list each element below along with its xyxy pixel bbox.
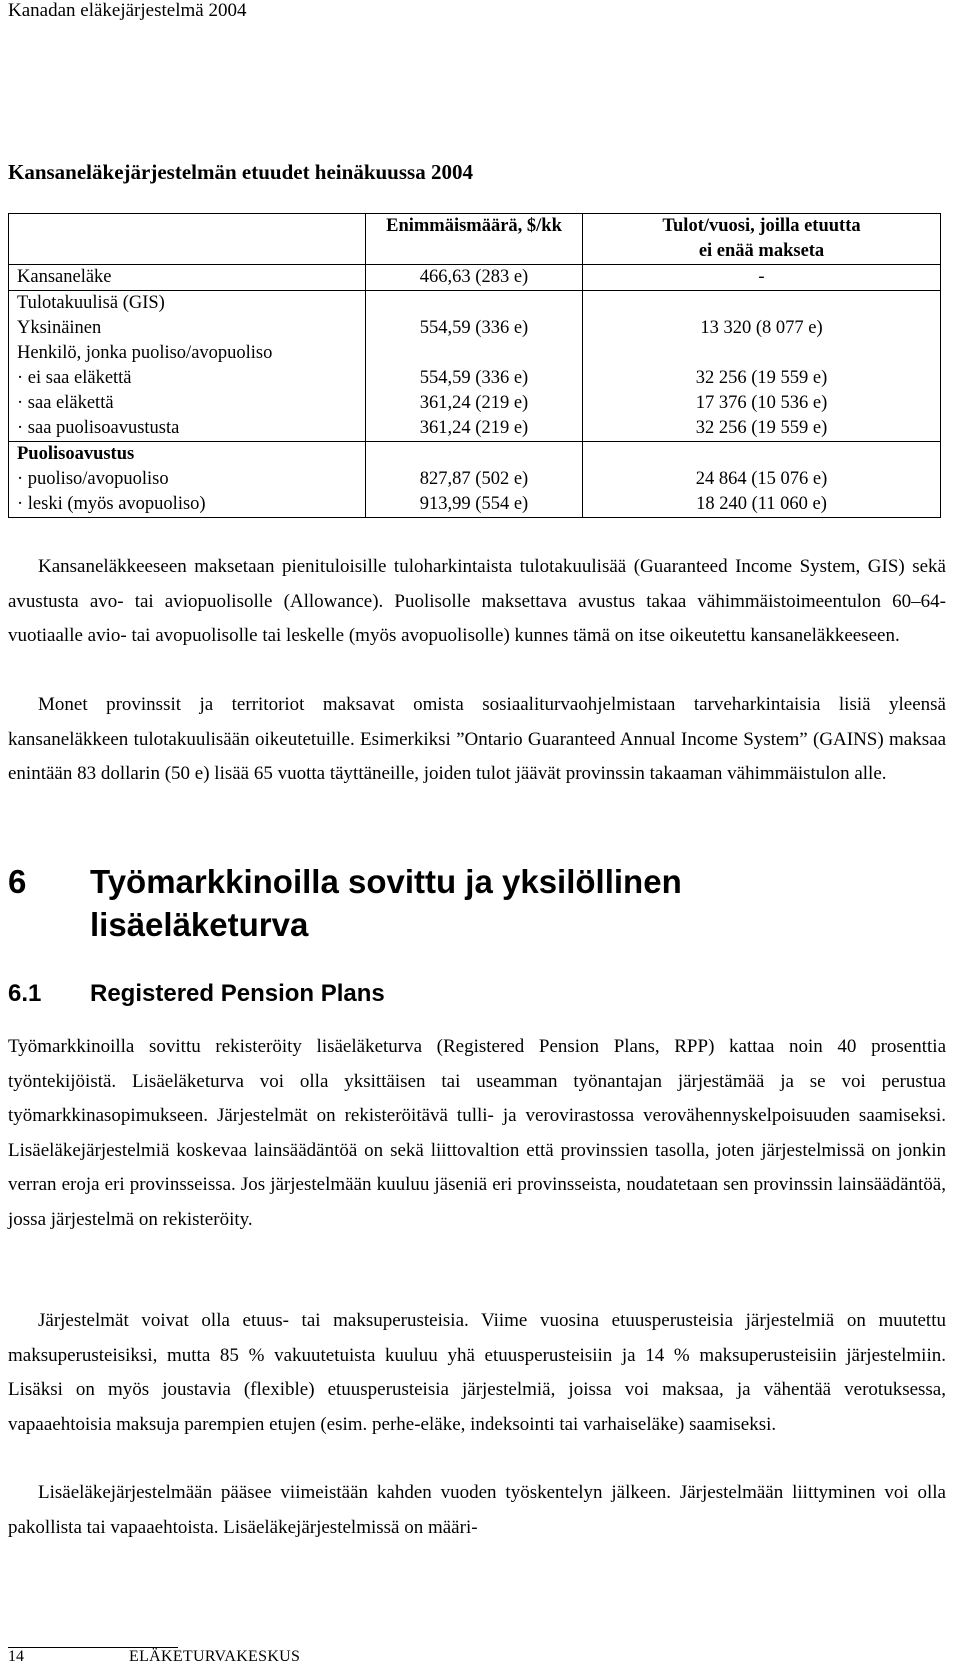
row-label: Henkilö, jonka puoliso/avopuoliso: [9, 341, 366, 366]
row-label: Tulotakuulisä (GIS): [9, 291, 366, 317]
row-label: · puoliso/avopuoliso: [9, 467, 366, 492]
section-title: Registered Pension Plans: [90, 980, 385, 1007]
row-label: · ei saa eläkettä: [9, 366, 366, 391]
row-label: · saa puolisoavustusta: [9, 416, 366, 442]
chapter-number: 6: [8, 863, 27, 900]
section-heading: [8, 980, 385, 1008]
row-income: 13 320 (8 077 e): [583, 316, 941, 341]
chapter-heading: [8, 860, 682, 946]
page-number: 14: [8, 1648, 24, 1665]
header-income-limit: [583, 214, 941, 265]
paragraph-membership: [8, 1476, 946, 1545]
paragraph-gis: [8, 550, 946, 654]
row-max: 361,24 (219 e): [366, 416, 583, 442]
table-header-row: [9, 214, 941, 265]
chapter-title-line2: lisäeläketurva: [90, 906, 309, 943]
row-income: 32 256 (19 559 e): [583, 366, 941, 391]
row-max: 554,59 (336 e): [366, 366, 583, 391]
paragraph-text: Kansaneläkkeeseen maksetaan pienituloisille tuloharkintaista tulotakuulisää (Guaranteed Income System, GIS) sekä avustusta avo- tai aviopuolisolle (Allowance). Puolisolle maksettava avustus takaa vähimmäistoimeentulon 60–64-vuotiaalle avio- tai avopuolisolle tai leskelle (myös avopuolisolle) kunnes tämä on itse oikeutettu kansaneläkkeeseen.: [8, 556, 946, 646]
row-label: · saa eläkettä: [9, 391, 366, 416]
row-max: 913,99 (554 e): [366, 492, 583, 518]
table-row: [9, 467, 941, 492]
table-row: [9, 291, 941, 317]
row-max: [366, 442, 583, 468]
paragraph-rpp: [8, 1030, 946, 1237]
row-income: 32 256 (19 559 e): [583, 416, 941, 442]
row-max: 361,24 (219 e): [366, 391, 583, 416]
row-label: Yksinäinen: [9, 316, 366, 341]
row-income: 17 376 (10 536 e): [583, 391, 941, 416]
header-income-line1: Tulot/vuosi, joilla etuutta: [662, 216, 861, 236]
row-max: [366, 341, 583, 366]
row-max: 466,63 (283 e): [366, 265, 583, 291]
header-income-line2: ei enää makseta: [698, 241, 825, 261]
benefits-table: [8, 213, 941, 518]
table-row: [9, 391, 941, 416]
table-row: [9, 341, 941, 366]
row-label: Kansaneläke: [9, 265, 366, 291]
row-income: 18 240 (11 060 e): [583, 492, 941, 518]
row-income: [583, 442, 941, 468]
paragraph-text: Työmarkkinoilla sovittu rekisteröity lisäeläketurva (Registered Pension Plans, RPP) kattaa noin 40 prosenttia työntekijöistä. Lisäeläketurva voi olla yksittäisen tai useamman työnantajan järjestämää ja se voi perustua työmarkkinasopimukseen. Järjestelmät on rekisteröitävä tulli- ja verovirastossa verovähennyskelpoisuuden saamiseksi. Lisäeläkejärjestelmiä koskevaa lainsäädäntöä on sekä liittovaltion että provinssien tasolla, joten järjestelmissä on jonkin verran eroja eri provinsseissa. Jos järjestelmään kuuluu jäseniä eri provinsseista, noudatetaan sen provinssin lainsäädäntöä, jossa järjestelmä on rekisteröity.: [8, 1036, 946, 1230]
table-caption: Kansaneläkejärjestelmän etuudet heinäkuussa 2004: [8, 160, 473, 184]
row-income: 24 864 (15 076 e): [583, 467, 941, 492]
row-label: · leski (myös avopuoliso): [9, 492, 366, 518]
table-row: [9, 366, 941, 391]
row-label: Puolisoavustus: [9, 442, 366, 468]
paragraph-text: Lisäeläkejärjestelmään pääsee viimeistään kahden vuoden työskentelyn jälkeen. Järjestelmään liittyminen voi olla pakollista tai vapaaehtoista. Lisäeläkejärjestelmissä on määri-: [8, 1482, 946, 1538]
paragraph-plan-types: [8, 1304, 946, 1442]
paragraph-provinces: [8, 688, 946, 792]
header-label-cell: [9, 214, 366, 265]
running-header: Kanadan eläkejärjestelmä 2004: [8, 0, 247, 21]
chapter-title-line1: Työmarkkinoilla sovittu ja yksilöllinen: [90, 863, 682, 900]
row-income: -: [583, 265, 941, 291]
table-row: [9, 416, 941, 442]
table-row: [9, 442, 941, 468]
section-number: 6.1: [8, 980, 42, 1007]
page-footer: [8, 1648, 300, 1666]
table-row: [9, 265, 941, 291]
paragraph-text: Monet provinssit ja territoriot maksavat omista sosiaaliturvaohjelmistaan tarveharkintaisia lisiä yleensä kansaneläkkeen tulotakuulisään oikeutetuille. Esimerkiksi ”Ontario Guaranteed Annual Income System” (GAINS) maksaa enintään 83 dollarin (50 e) lisää 65 vuotta täyttäneille, joiden tulot jäävät provinssin takaaman vähimmäistulon alle.: [8, 694, 946, 784]
footer-organization: ELÄKETURVAKESKUS: [129, 1648, 301, 1665]
row-income: [583, 341, 941, 366]
header-max-amount: Enimmäismäärä, $/kk: [366, 214, 583, 265]
row-max: [366, 291, 583, 317]
table-row: [9, 316, 941, 341]
row-max: 827,87 (502 e): [366, 467, 583, 492]
table-row: [9, 492, 941, 518]
row-income: [583, 291, 941, 317]
row-max: 554,59 (336 e): [366, 316, 583, 341]
paragraph-text: Järjestelmät voivat olla etuus- tai maksuperusteisia. Viime vuosina etuusperusteisia järjestelmiä on muutettu maksuperusteisiksi, mutta 85 % vakuutetuista kuuluu yhä etuusperusteisiin ja 14 % maksuperusteisiin järjestelmiin. Lisäksi on myös joustavia (flexible) etuusperusteisia järjestelmiä, joissa voi maksaa, ja vähentää verotuksessa, vapaaehtoisia maksuja parempien etujen (esim. perhe-eläke, indeksointi tai varhaiseläke) saamiseksi.: [8, 1310, 946, 1435]
